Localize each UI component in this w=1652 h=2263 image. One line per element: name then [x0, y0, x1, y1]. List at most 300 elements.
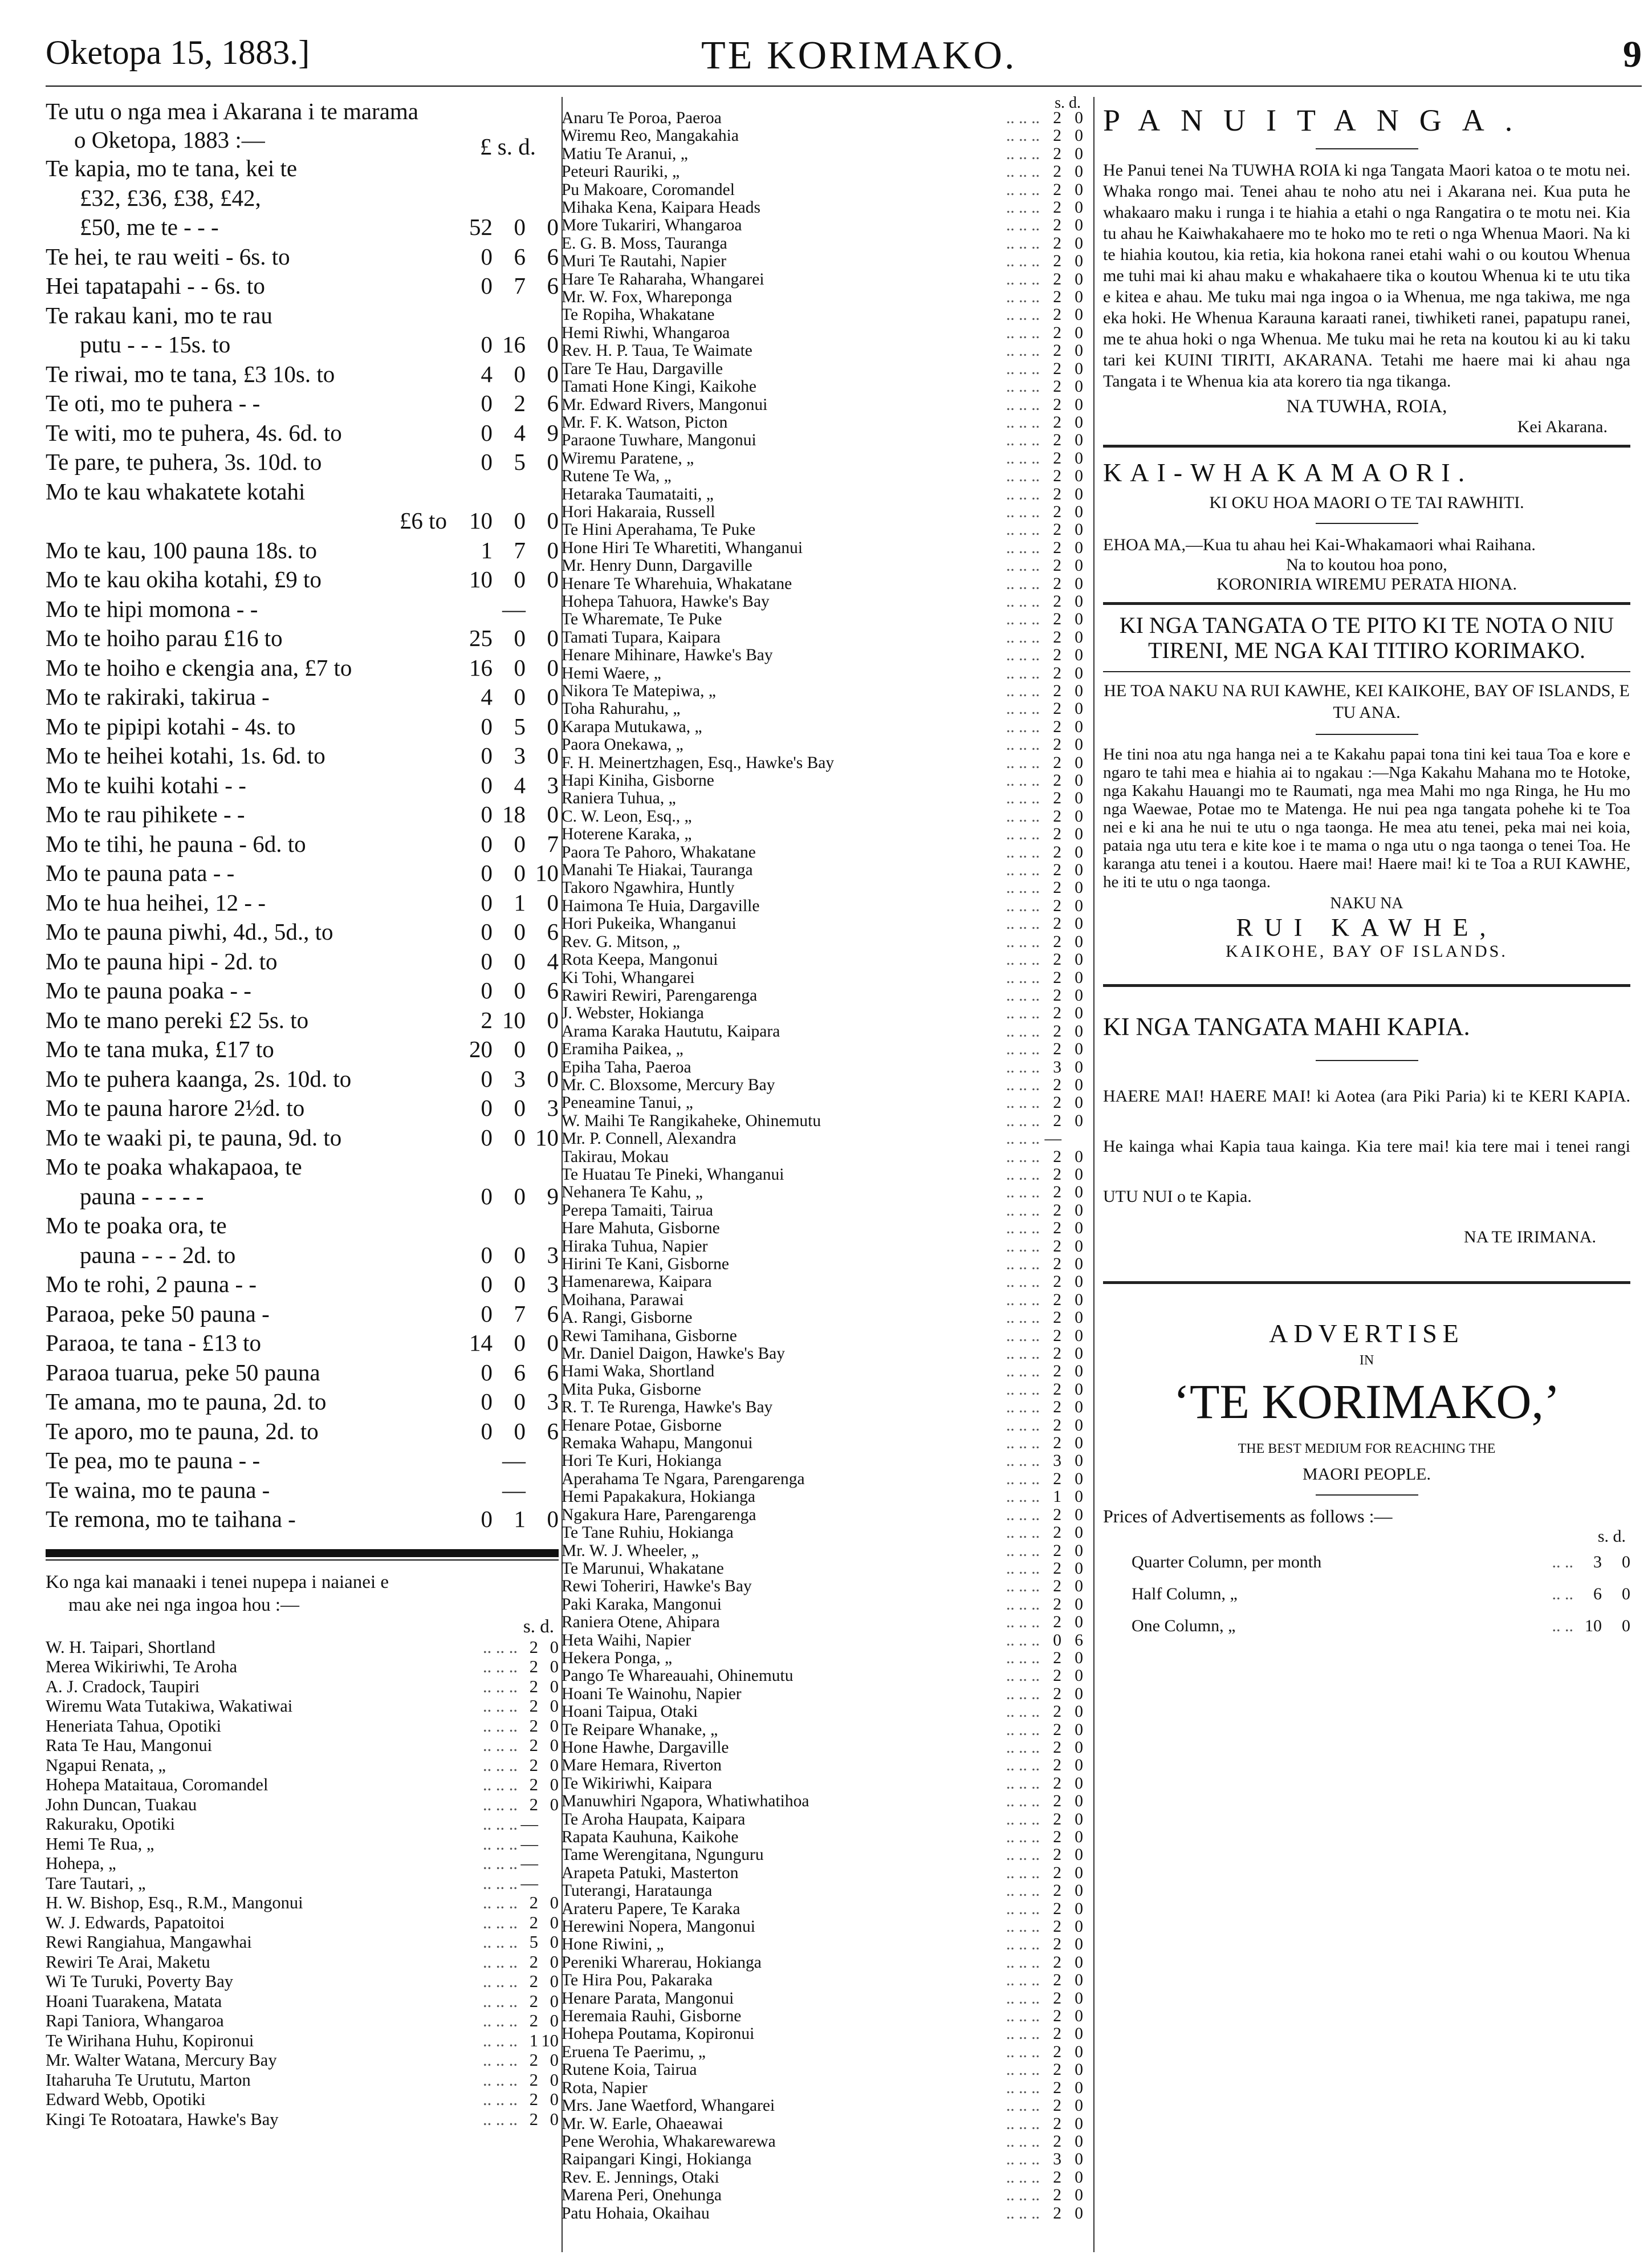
price-shillings: 0: [514, 360, 526, 387]
amount-shillings: 2: [1053, 968, 1061, 987]
amount-shillings: 2: [1053, 682, 1061, 700]
subscriber-name: Rev. H. P. Taua, Te Waimate: [561, 342, 752, 360]
subscriber-name: H. W. Bishop, Esq., R.M., Mangonui: [46, 1893, 303, 1912]
amount-shillings: 2: [1053, 2168, 1061, 2187]
amount-pence: 0: [1075, 234, 1083, 253]
leader-dots: .. .. ..: [1006, 1523, 1040, 1542]
subscriber-name: Hone Riwini, „: [561, 1935, 664, 1954]
amount-shillings: 3: [1053, 1058, 1061, 1076]
amount-shillings: 2: [1053, 1703, 1061, 1721]
subscriber-name: Toha Rahurahu, „: [561, 700, 681, 718]
subscriber-name: Karapa Mutukawa, „: [561, 717, 702, 736]
subscriber-name: Paora Onekawa, „: [561, 736, 683, 754]
subscriber-name: Raniera Otene, Ahipara: [561, 1613, 720, 1632]
subscriber-name: Te Wharemate, Te Puke: [561, 610, 722, 629]
amount-shillings: 2: [1053, 1541, 1061, 1560]
price-pence: 0: [547, 684, 559, 710]
amount-pence: 0: [1075, 1667, 1083, 1685]
amount-pence: 0: [550, 1736, 559, 1755]
price-item: Te riwai, mo te tana, £3 10s. to: [46, 360, 335, 387]
amount-shillings: 2: [529, 1755, 538, 1775]
price-item: £50, me te - - -: [80, 214, 219, 240]
price-item: Mo te hoiho parau £16 to: [46, 625, 283, 651]
price-shillings: 0: [514, 684, 526, 710]
leader-dots: .. .. ..: [1006, 323, 1040, 342]
amount-pence: 0: [1075, 1989, 1083, 2008]
subscriber-row: [561, 879, 1083, 897]
advertisements-column: [1103, 97, 1630, 1642]
leader-dots: .. .. ..: [1006, 610, 1040, 629]
subscriber-name: Tare Tautari, „: [46, 1873, 146, 1893]
leader-dots: .. .. ..: [1006, 1756, 1040, 1775]
price-row: [46, 947, 559, 977]
amount-shillings: —: [1044, 1130, 1061, 1148]
leader-dots: .. .. ..: [1006, 915, 1040, 933]
leader-dots: .. .. ..: [483, 1775, 518, 1794]
subscriber-row: [561, 1076, 1083, 1094]
price-item: Te remona, mo te taihana -: [46, 1506, 296, 1532]
amount-pence: 0: [1075, 717, 1083, 736]
price-shillings: [493, 301, 526, 331]
price-pounds: 0: [481, 1359, 493, 1386]
leader-dots: .. .. ..: [1006, 1398, 1040, 1417]
subscriber-row: [561, 1041, 1083, 1058]
price-row: [46, 1270, 559, 1299]
subscriber-name: Rota, Napier: [561, 2078, 648, 2097]
ad-body: He tini noa atu nga hanga nei a te Kakahu papai tona tini kei taua Toa e kore e ngaro te tahi mea e hiahia ai to ngakau :—Nga Kakahu Mahana mo te Hotoke, nga Kakahu Hauangi mo te Raumati, nga mea Mahi mo nga Ringa, he Hu mo nga Waewae, Potae mo te Matenga. He nui pea nga tangata pohehe ki te Toa nei e ki ana he nui te utu o nga taonga. He mea atu tenei, peka mai nei koia, pataia nga utu tera e kite koe i te mama o nga utu o nga taonga o tenei Toa. He karanga atu tenei i a koutou. Haere mai! Haere mai! ki te Toa a RUI KAWHE, he iti te utu o nga taonga.: [1103, 745, 1630, 891]
price-pounds: 0: [481, 1183, 493, 1209]
amount-pence: 0: [1075, 1398, 1083, 1417]
amount-shillings: 2: [1053, 736, 1061, 754]
subscriber-name: Nehanera Te Kahu, „: [561, 1183, 703, 1202]
subscriber-row: [46, 2090, 559, 2110]
amount-pence: 0: [1075, 2168, 1083, 2187]
leader-dots: .. .. ..: [1006, 1040, 1040, 1059]
amount-shillings: 2: [1053, 538, 1061, 557]
price-shillings: 4: [514, 771, 526, 798]
subscriber-row: [561, 2008, 1083, 2025]
price-item: Paraoa, te tana - £13 to: [46, 1330, 261, 1356]
subscriber-name: Heremaia Rauhi, Gisborne: [561, 2007, 742, 2026]
leader-dots: .. .. ..: [1006, 1380, 1040, 1399]
amount-pence: 0: [1075, 646, 1083, 665]
amount-shillings: 2: [1053, 1309, 1061, 1327]
price-row: [46, 653, 559, 683]
subscribers-table-mid: [561, 109, 1083, 2223]
price-row: [46, 1006, 559, 1035]
amount-shillings: 2: [1053, 2042, 1061, 2061]
subscriber-row: [46, 1775, 559, 1795]
price-shillings: 5: [514, 713, 526, 740]
price-pence: 0: [547, 1006, 559, 1033]
subscriber-row: [561, 647, 1083, 664]
subscriber-row: [561, 1829, 1083, 1846]
amount-pence: 0: [1075, 1022, 1083, 1041]
price-item: Mo te poaka ora, te: [46, 1212, 227, 1238]
price-pounds: 25: [469, 625, 493, 651]
subscriber-name: E. G. B. Moss, Tauranga: [561, 234, 727, 253]
amount-shillings: 2: [529, 1972, 538, 1991]
subscriber-row: [561, 342, 1083, 360]
leader-dots: .. .. ..: [1006, 1488, 1040, 1506]
subscriber-row: [561, 951, 1083, 969]
leader-dots: .. ..: [1552, 1584, 1573, 1603]
ad-place: Kei Akarana.: [1517, 417, 1608, 436]
price-pence: [526, 595, 559, 624]
price-pence: 0: [547, 654, 559, 681]
subscriber-row: [561, 2169, 1083, 2187]
amount-pence: 0: [1075, 1935, 1083, 1954]
price-item: Mo te kuihi kotahi - -: [46, 771, 246, 798]
subscriber-name: Wiremu Paratene, „: [561, 449, 694, 468]
ad-sub: HE TOA NAKU NA RUI KAWHE, KEI KAIKOHE, BAY OF ISLANDS, E TU ANA.: [1104, 681, 1630, 722]
ad-mahi-kapia: [1103, 1004, 1630, 1247]
subscriber-row: [46, 1696, 559, 1716]
price-row: [46, 830, 559, 859]
subscriber-row: [46, 2070, 559, 2090]
amount-shillings: 2: [1053, 556, 1061, 575]
subscriber-row: [561, 1506, 1083, 1524]
amount-shillings: 2: [1053, 986, 1061, 1005]
amount-pence: 0: [1075, 556, 1083, 575]
price-item: Mo te hoiho e ckengia ana, £7 to: [46, 654, 352, 681]
subscriber-name: R. T. Te Rurenga, Hawke's Bay: [561, 1398, 773, 1417]
price-item: Mo te pauna harore 2½d. to: [46, 1095, 305, 1121]
subscriber-row: [561, 1667, 1083, 1685]
subscriber-row: [46, 1736, 559, 1756]
price-pounds: [447, 184, 493, 213]
subscriber-name: Henare Parata, Mangonui: [561, 1989, 734, 2008]
leader-dots: .. .. ..: [1006, 736, 1040, 754]
ad-title: KI NGA TANGATA O TE PITO KI TE NOTA O NIU TIRENI, ME NGA KAI TITIRO KORIMAKO.: [1119, 612, 1614, 663]
subscriber-row: [561, 1524, 1083, 1542]
subscriber-row: [561, 127, 1083, 145]
leader-dots: .. .. ..: [483, 1696, 518, 1716]
price-pence: 0: [547, 801, 559, 827]
subscriber-row: [46, 1992, 559, 2012]
subscriber-name: Haimona Te Huia, Dargaville: [561, 896, 760, 915]
price-item: Mo te mano pereki £2 5s. to: [46, 1006, 309, 1033]
subscriber-name: Rapi Taniora, Whangaroa: [46, 2011, 224, 2030]
amount-shillings: 2: [1053, 1863, 1061, 1882]
price-pence: 3: [547, 771, 559, 798]
price-item: Mo te poaka whakapaoa, te: [46, 1153, 302, 1180]
leader-dots: .. .. ..: [483, 1834, 518, 1854]
amount-pence: 0: [1075, 2186, 1083, 2205]
ad-price-table: [1103, 1546, 1630, 1642]
leader-dots: .. .. ..: [1006, 2186, 1040, 2205]
leader-dots: .. .. ..: [1006, 521, 1040, 539]
amount-shillings: 2: [1053, 1971, 1061, 1990]
subscriber-row: [561, 1811, 1083, 1829]
price-item: Te pare, te puhera, 3s. 10d. to: [46, 449, 322, 475]
leader-dots: .. .. ..: [1006, 1058, 1040, 1076]
amount-shillings: —: [520, 1854, 538, 1873]
leader-dots: .. .. ..: [1006, 216, 1040, 235]
leader-dots: .. .. ..: [1006, 1111, 1040, 1130]
subscriber-row: [561, 1900, 1083, 1918]
amount-shillings: 2: [1053, 825, 1061, 844]
leader-dots: .. .. ..: [1006, 1738, 1040, 1757]
subscriber-row: [561, 1435, 1083, 1452]
subscriber-row: [561, 1220, 1083, 1237]
amount-shillings: 2: [1053, 1953, 1061, 1972]
amount-shillings: 2: [529, 1912, 538, 1932]
subscriber-name: Hone Hiri Te Wharetiti, Whanganui: [561, 538, 803, 557]
subscriber-row: [561, 2061, 1083, 2079]
leader-dots: .. .. ..: [1006, 879, 1040, 897]
subscriber-name: W. Maihi Te Rangikaheke, Ohinemutu: [561, 1111, 821, 1130]
price-item: Mo te pipipi kotahi - 4s. to: [46, 713, 296, 740]
leader-dots: .. .. ..: [1006, 1201, 1040, 1220]
price-pence: 6: [547, 1300, 559, 1327]
amount-pence: 0: [1075, 521, 1083, 539]
price-item: Te pea, mo te pauna - -: [46, 1447, 261, 1473]
subscriber-name: Rewi Rangiahua, Mangawhai: [46, 1932, 252, 1952]
subs-intro-2: mau ake nei nga ingoa hou :—: [68, 1594, 300, 1615]
leader-dots: .. .. ..: [1006, 485, 1040, 503]
amount-pence: 0: [1075, 270, 1083, 289]
issue-date: Oketopa 15, 1883.]: [46, 34, 310, 71]
price-pounds: 0: [481, 1417, 493, 1444]
amount-pence: 0: [1075, 1846, 1083, 1864]
subscriber-row: [561, 665, 1083, 682]
price-shillings: 18: [502, 801, 526, 827]
subscriber-row: [46, 2110, 559, 2130]
leader-dots: .. .. ..: [1006, 1989, 1040, 2008]
subscriber-name: Tamati Hone Kingi, Kaikohe: [561, 377, 757, 396]
subscriber-row: [561, 629, 1083, 647]
subscriber-row: [46, 1756, 559, 1776]
leader-dots: .. .. ..: [1006, 1648, 1040, 1667]
amount-pence: 10: [541, 2030, 559, 2050]
subscriber-name: Ki Tohi, Whangarei: [561, 968, 695, 987]
leader-dots: .. .. ..: [1006, 753, 1040, 772]
amount-shillings: 2: [529, 1657, 538, 1676]
market-intro-2: o Oketopa, 1883 :—: [74, 127, 265, 153]
subscriber-name: Pereniki Wharerau, Hokianga: [561, 1953, 762, 1972]
amount-shillings: 2: [1053, 1595, 1061, 1614]
subscriber-row: [46, 1952, 559, 1972]
leader-dots: .. .. ..: [483, 2109, 518, 2129]
amount-shillings: 2: [1053, 932, 1061, 951]
subscriber-name: Hoterene Karaka, „: [561, 825, 692, 844]
amount-shillings: 2: [529, 1716, 538, 1736]
amount-pence: 0: [1075, 1488, 1083, 1506]
amount-pence: 0: [1075, 2061, 1083, 2079]
leader-dots: .. .. ..: [1006, 1595, 1040, 1614]
subscriber-row: [561, 844, 1083, 862]
price-pounds: 0: [481, 948, 493, 974]
leader-dots: .. .. ..: [1006, 1863, 1040, 1882]
price-shillings: 7: [514, 273, 526, 299]
amount-pence: 0: [1075, 323, 1083, 342]
subscriber-row: [561, 1757, 1083, 1774]
subscriber-row: [561, 1345, 1083, 1363]
price-pounds: 10: [469, 566, 493, 592]
price-pounds: 0: [481, 243, 493, 270]
subscriber-name: Marena Peri, Onehunga: [561, 2186, 722, 2205]
amount-pence: 0: [1075, 1738, 1083, 1757]
price-shillings: 10: [502, 1006, 526, 1033]
ad-size: One Column, „: [1132, 1616, 1236, 1635]
amount-shillings: 2: [1053, 323, 1061, 342]
leader-dots: .. .. ..: [1006, 2168, 1040, 2187]
ad-title: PANUITANGA.: [1103, 103, 1533, 137]
amount-pence: 0: [550, 1794, 559, 1814]
price-item: Hei tapatapahi - - 6s. to: [46, 273, 265, 299]
price-row: [46, 800, 559, 830]
section-rule: [46, 1559, 559, 1561]
price-pounds: 0: [481, 419, 493, 446]
price-shillings: —: [502, 595, 526, 622]
subscriber-row: [561, 1954, 1083, 1972]
subscriber-row: [561, 790, 1083, 807]
amount-pence: 0: [1075, 915, 1083, 933]
subscriber-name: Edward Webb, Opotiki: [46, 2090, 206, 2109]
price-shillings: 0: [514, 1417, 526, 1444]
subscriber-row: [561, 1112, 1083, 1130]
subscriber-name: Remaka Wahapu, Mangonui: [561, 1434, 753, 1453]
subscriber-name: Pango Te Whareauahi, Ohinemutu: [561, 1667, 794, 1685]
leader-dots: .. .. ..: [1006, 771, 1040, 790]
subscriber-name: Hohepa Poutama, Kopironui: [561, 2025, 755, 2043]
amount-pence: 0: [1075, 1201, 1083, 1220]
subscriber-row: [561, 1775, 1083, 1793]
leader-dots: .. .. ..: [1006, 449, 1040, 468]
subscriber-name: Hone Hawhe, Dargaville: [561, 1738, 729, 1757]
amount-shillings: 2: [1053, 771, 1061, 790]
amount-pence: 0: [550, 1952, 559, 1972]
amount-pence: 0: [1075, 1290, 1083, 1309]
amount-shillings: 2: [1053, 1344, 1061, 1363]
leader-dots: .. .. ..: [1006, 1326, 1040, 1345]
price-pounds: 0: [481, 1271, 493, 1297]
amount-pence: 0: [1075, 1469, 1083, 1488]
price-pounds: [447, 477, 493, 507]
amount-shillings: 2: [1053, 1004, 1061, 1023]
amount-pence: 0: [1075, 1183, 1083, 1202]
subscriber-name: J. Webster, Hokianga: [561, 1004, 704, 1023]
subscriber-name: Hemi Waere, „: [561, 664, 661, 682]
leader-dots: .. .. ..: [483, 1755, 518, 1775]
leader-dots: .. .. ..: [483, 1854, 518, 1873]
amount-pence: 0: [1075, 861, 1083, 880]
amount-pence: 0: [1075, 986, 1083, 1005]
amount-pence: 0: [1075, 2150, 1083, 2169]
amount-pence: 0: [1075, 1219, 1083, 1238]
amount-pence: 0: [1075, 1756, 1083, 1775]
subscriber-name: Rewiri Te Arai, Maketu: [46, 1952, 210, 1972]
price-item: Te oti, mo te puhera - -: [46, 390, 261, 416]
amount-shillings: 2: [1053, 1989, 1061, 2008]
amount-pence: 0: [1075, 1273, 1083, 1291]
ad-line: ‘TE KORIMAKO,’: [1173, 1374, 1560, 1429]
subscriber-row: [561, 772, 1083, 790]
amount-pence: 0: [550, 2070, 559, 2090]
amount-shillings: —: [520, 1834, 538, 1854]
leader-dots: .. .. ..: [1006, 2061, 1040, 2079]
amount-shillings: 2: [1053, 1201, 1061, 1220]
leader-dots: .. .. ..: [1006, 2204, 1040, 2223]
subscriber-row: [561, 1023, 1083, 1041]
subscriber-name: Hohepa, „: [46, 1854, 116, 1873]
amount-pence: 0: [1075, 879, 1083, 897]
price-shillings: —: [502, 1476, 526, 1503]
leader-dots: .. .. ..: [1006, 162, 1040, 181]
subscriber-name: Henare Te Wharehuia, Whakatane: [561, 574, 792, 593]
subscriber-name: Epiha Taha, Paeroa: [561, 1058, 691, 1076]
subscriber-row: [561, 1256, 1083, 1273]
leader-dots: .. .. ..: [483, 1932, 518, 1952]
amount-shillings: 2: [1053, 664, 1061, 682]
price-shillings: 6: [514, 243, 526, 270]
amount-pence: 0: [1075, 664, 1083, 682]
subscriber-name: Mr. F. K. Watson, Picton: [561, 413, 728, 432]
market-intro-row: [46, 125, 559, 160]
leader-dots: .. .. ..: [1006, 1541, 1040, 1560]
subscriber-row: [561, 235, 1083, 253]
price-row: [46, 477, 559, 507]
amount-pence: [1061, 1130, 1083, 1148]
amount-pence: 0: [550, 1932, 559, 1952]
amount-pence: 0: [1075, 896, 1083, 915]
subscriber-name: Mr. W. J. Wheeler, „: [561, 1541, 699, 1560]
leader-dots: .. .. ..: [483, 1716, 518, 1736]
price-item: Mo te pauna piwhi, 4d., 5d., to: [46, 919, 333, 945]
subscriber-name: Hemi Riwhi, Whangaroa: [561, 323, 730, 342]
amount-pence: 0: [1075, 144, 1083, 163]
amount-shillings: 2: [1053, 198, 1061, 217]
ad-sub: KI OKU HOA MAORI O TE TAI RAWHITI.: [1209, 493, 1524, 512]
amount-shillings: 2: [1053, 1774, 1061, 1793]
amount-pence: 0: [1075, 306, 1083, 324]
amount-shillings: 2: [529, 2050, 538, 2070]
subscriber-name: Wiremu Reo, Mangakahia: [561, 127, 739, 145]
amount-shillings: 2: [1053, 1469, 1061, 1488]
price-shillings: 0: [514, 948, 526, 974]
price-shillings: 0: [514, 1124, 526, 1151]
price-item: Paraoa tuarua, peke 50 pauna: [46, 1359, 320, 1386]
subscriber-name: Perepa Tamaiti, Tairua: [561, 1201, 713, 1220]
amount-shillings: 2: [1053, 1810, 1061, 1829]
subscriber-row: [561, 1578, 1083, 1595]
price-shillings: [493, 1211, 526, 1241]
price-pounds: 0: [481, 449, 493, 475]
subscriber-name: Hori Pukeika, Whanganui: [561, 915, 737, 933]
subscriber-row: [561, 1864, 1083, 1882]
amount-pence: 0: [550, 1657, 559, 1676]
subscriber-name: Manuwhiri Ngapora, Whatiwhatihoa: [561, 1792, 809, 1811]
amount-shillings: 2: [1053, 467, 1061, 486]
price-shillings: 0: [514, 919, 526, 945]
leader-dots: .. .. ..: [1006, 700, 1040, 718]
leader-dots: .. .. ..: [1006, 2132, 1040, 2151]
leader-dots: .. .. ..: [1006, 1846, 1040, 1864]
ad-body: HAERE MAI! HAERE MAI! ki Aotea (ara Piki Paria) ki te KERI KAPIA. He kainga whai Kapia taua kainga. Kia tere mai! kia tere mai i tenei rangi UTU NUI o te Kapia.: [1103, 1087, 1630, 1206]
subscriber-name: Mr. Walter Watana, Mercury Bay: [46, 2050, 277, 2070]
amount-pence: 0: [1075, 1362, 1083, 1381]
leader-dots: .. .. ..: [1006, 1165, 1040, 1184]
subscriber-name: Moihana, Parawai: [561, 1290, 684, 1309]
ad-signature: KORONIRIA WIREMU PERATA HIONA.: [1216, 575, 1517, 594]
amount-shillings: 2: [1053, 1022, 1061, 1041]
amount-shillings: 2: [1053, 879, 1061, 897]
price-row: [46, 301, 559, 331]
amount-pence: 0: [550, 1972, 559, 1991]
price-row: [46, 595, 559, 624]
subscriber-name: Hiraka Tuhua, Napier: [561, 1237, 708, 1256]
